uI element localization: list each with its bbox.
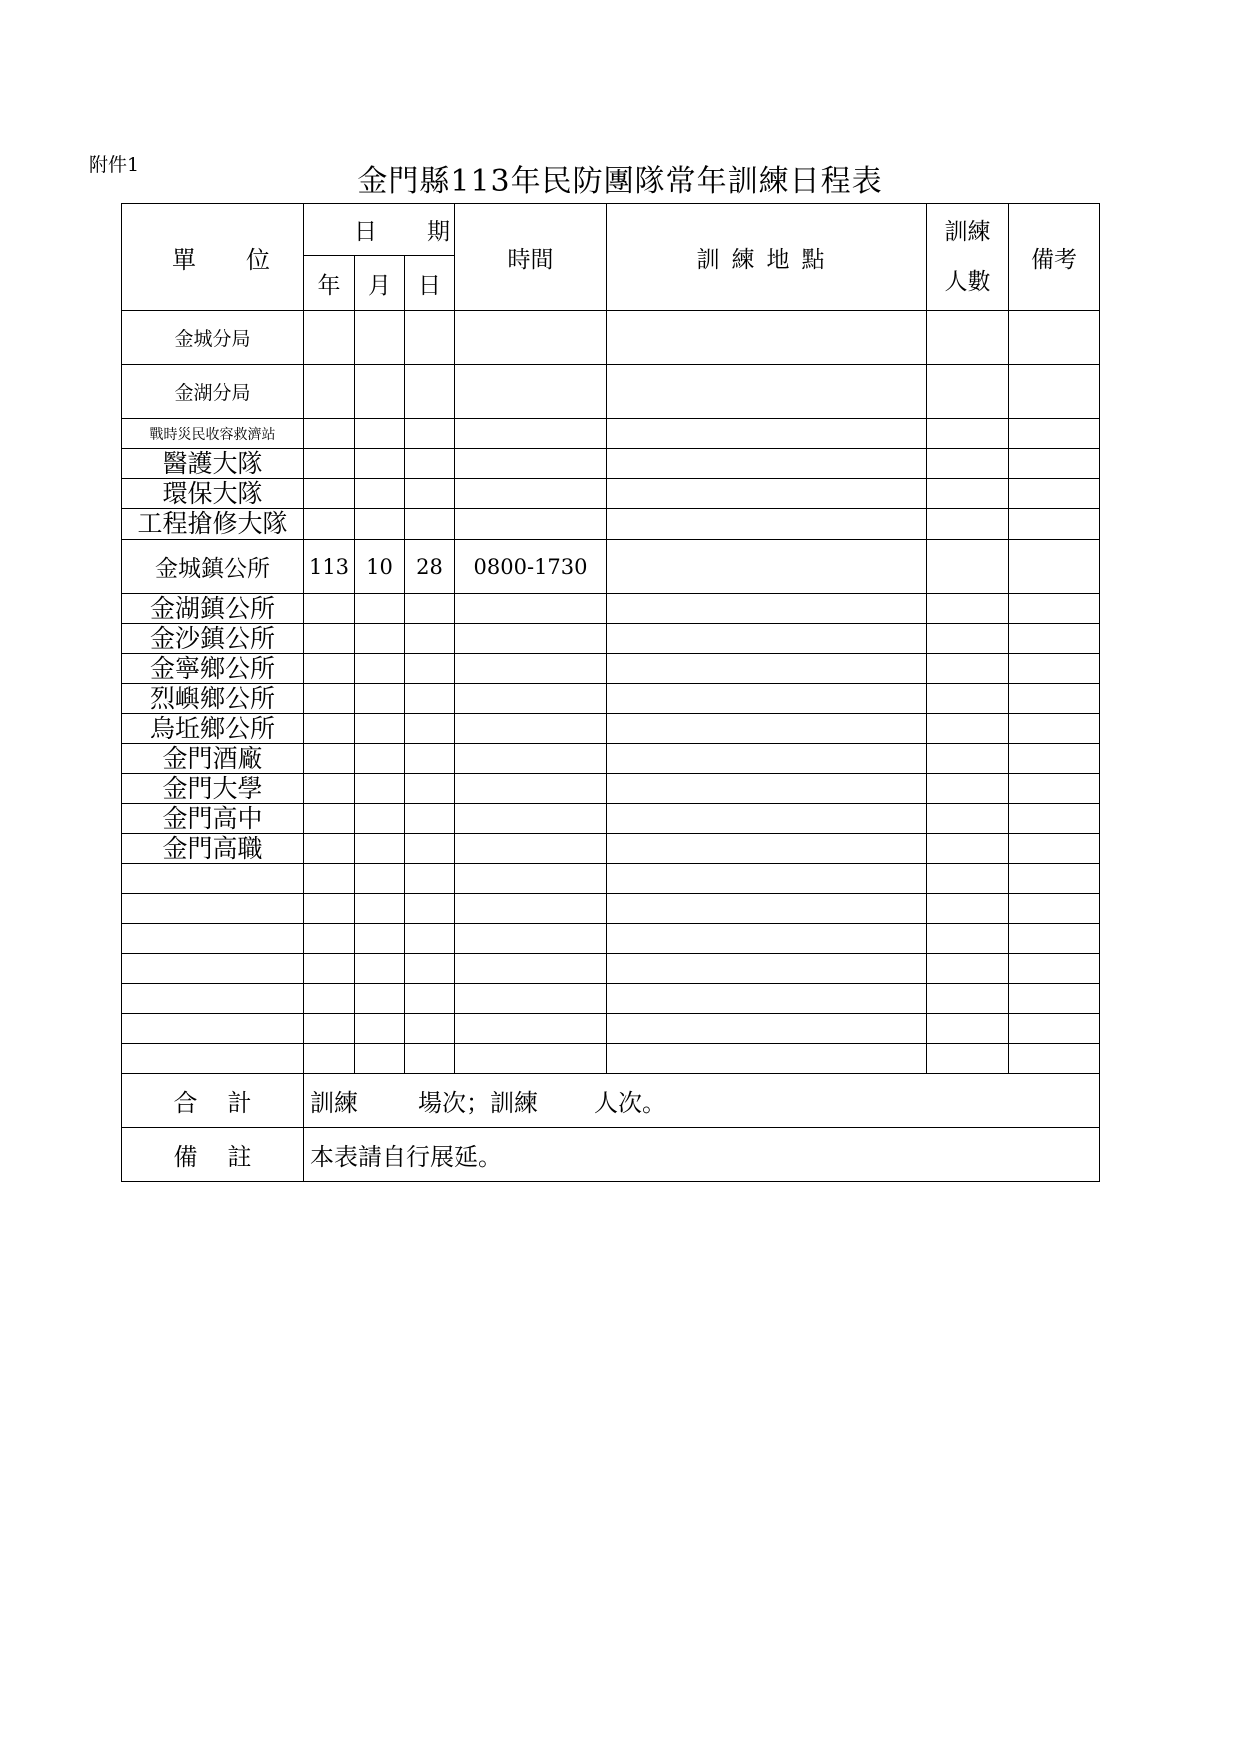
count-cell bbox=[927, 714, 1009, 744]
day-cell: 28 bbox=[405, 540, 455, 594]
total-label: 合計 bbox=[122, 1074, 304, 1128]
document-title: 金門縣113年民防團隊常年訓練日程表 bbox=[357, 164, 883, 199]
month-cell bbox=[355, 419, 405, 449]
month-cell bbox=[355, 311, 405, 365]
unit-cell bbox=[122, 924, 304, 954]
year-cell bbox=[304, 774, 355, 804]
day-cell bbox=[405, 509, 455, 540]
time-cell bbox=[455, 864, 607, 894]
table-row bbox=[122, 834, 1100, 864]
month-cell bbox=[355, 1014, 405, 1044]
count-cell bbox=[927, 1014, 1009, 1044]
year-cell bbox=[304, 449, 355, 479]
count-cell bbox=[927, 984, 1009, 1014]
remark-cell bbox=[1009, 654, 1100, 684]
unit-cell: 金湖鎮公所 bbox=[122, 594, 304, 624]
month-cell bbox=[355, 744, 405, 774]
remark-cell bbox=[1009, 1014, 1100, 1044]
blank-row bbox=[122, 1014, 1100, 1044]
day-cell bbox=[405, 714, 455, 744]
count-cell bbox=[927, 774, 1009, 804]
table-row bbox=[122, 365, 1100, 419]
day-cell bbox=[405, 804, 455, 834]
unit-cell: 工程搶修大隊 bbox=[122, 509, 304, 540]
year-cell: 113 bbox=[304, 540, 355, 594]
location-cell bbox=[607, 419, 927, 449]
count-cell bbox=[927, 449, 1009, 479]
year-cell bbox=[304, 834, 355, 864]
unit-cell: 金城分局 bbox=[122, 311, 304, 365]
header-location: 訓練地點 bbox=[607, 204, 927, 311]
time-cell bbox=[455, 311, 607, 365]
table-row bbox=[122, 714, 1100, 744]
header-count bbox=[927, 204, 1009, 311]
count-cell bbox=[927, 365, 1009, 419]
location-cell bbox=[607, 684, 927, 714]
time-cell bbox=[455, 365, 607, 419]
count-cell bbox=[927, 834, 1009, 864]
note-label: 備註 bbox=[122, 1128, 304, 1182]
unit-cell bbox=[122, 1044, 304, 1074]
location-cell bbox=[607, 624, 927, 654]
count-cell bbox=[927, 311, 1009, 365]
unit-cell: 戰時災民收容救濟站 bbox=[122, 419, 304, 449]
table-row bbox=[122, 419, 1100, 449]
day-cell bbox=[405, 684, 455, 714]
month-cell bbox=[355, 509, 405, 540]
year-cell bbox=[304, 1014, 355, 1044]
month-cell bbox=[355, 624, 405, 654]
header-day: 日 bbox=[405, 256, 455, 311]
header-unit: 單位 bbox=[122, 204, 304, 311]
header-remark: 備考 bbox=[1009, 204, 1100, 311]
count-cell bbox=[927, 1044, 1009, 1074]
header-year: 年 bbox=[304, 256, 355, 311]
remark-cell bbox=[1009, 834, 1100, 864]
unit-cell: 金城鎮公所 bbox=[122, 540, 304, 594]
time-cell bbox=[455, 509, 607, 540]
table-row bbox=[122, 311, 1100, 365]
day-cell bbox=[405, 834, 455, 864]
year-cell bbox=[304, 1044, 355, 1074]
location-cell bbox=[607, 774, 927, 804]
location-cell bbox=[607, 479, 927, 509]
table-row bbox=[122, 804, 1100, 834]
remark-cell bbox=[1009, 684, 1100, 714]
count-cell bbox=[927, 654, 1009, 684]
count-cell bbox=[927, 894, 1009, 924]
total-text bbox=[304, 1074, 1100, 1128]
month-cell bbox=[355, 365, 405, 419]
table-row bbox=[122, 449, 1100, 479]
year-cell bbox=[304, 624, 355, 654]
location-cell bbox=[607, 365, 927, 419]
day-cell bbox=[405, 311, 455, 365]
header-count-line1: 訓練 bbox=[944, 219, 991, 245]
location-cell bbox=[607, 449, 927, 479]
time-cell bbox=[455, 954, 607, 984]
month-cell bbox=[355, 654, 405, 684]
unit-cell: 金寧鄉公所 bbox=[122, 654, 304, 684]
year-cell bbox=[304, 984, 355, 1014]
time-cell bbox=[455, 774, 607, 804]
table-row bbox=[122, 744, 1100, 774]
remark-cell bbox=[1009, 311, 1100, 365]
day-cell bbox=[405, 624, 455, 654]
header-month: 月 bbox=[355, 256, 405, 311]
day-cell bbox=[405, 1044, 455, 1074]
month-cell bbox=[355, 449, 405, 479]
location-cell bbox=[607, 540, 927, 594]
time-cell bbox=[455, 1014, 607, 1044]
training-schedule-table bbox=[121, 203, 1100, 1182]
remark-cell bbox=[1009, 540, 1100, 594]
location-cell bbox=[607, 1014, 927, 1044]
location-cell bbox=[607, 509, 927, 540]
year-cell bbox=[304, 804, 355, 834]
time-cell bbox=[455, 714, 607, 744]
year-cell bbox=[304, 311, 355, 365]
day-cell bbox=[405, 419, 455, 449]
time-cell bbox=[455, 924, 607, 954]
year-cell bbox=[304, 479, 355, 509]
table-row bbox=[122, 479, 1100, 509]
unit-cell: 醫護大隊 bbox=[122, 449, 304, 479]
table-row bbox=[122, 540, 1100, 594]
day-cell bbox=[405, 479, 455, 509]
time-cell bbox=[455, 654, 607, 684]
year-cell bbox=[304, 365, 355, 419]
time-cell: 0800-1730 bbox=[455, 540, 607, 594]
month-cell bbox=[355, 894, 405, 924]
table-row bbox=[122, 774, 1100, 804]
month-cell bbox=[355, 479, 405, 509]
table-row bbox=[122, 684, 1100, 714]
month-cell bbox=[355, 804, 405, 834]
location-cell bbox=[607, 311, 927, 365]
remark-cell bbox=[1009, 479, 1100, 509]
unit-cell: 金湖分局 bbox=[122, 365, 304, 419]
remark-cell bbox=[1009, 509, 1100, 540]
location-cell bbox=[607, 984, 927, 1014]
unit-cell: 金門酒廠 bbox=[122, 744, 304, 774]
blank-row bbox=[122, 954, 1100, 984]
day-cell bbox=[405, 924, 455, 954]
unit-cell bbox=[122, 894, 304, 924]
count-cell bbox=[927, 684, 1009, 714]
total-part3: 人次。 bbox=[594, 1089, 666, 1117]
blank-row bbox=[122, 924, 1100, 954]
time-cell bbox=[455, 894, 607, 924]
unit-cell: 環保大隊 bbox=[122, 479, 304, 509]
remark-cell bbox=[1009, 984, 1100, 1014]
year-cell bbox=[304, 419, 355, 449]
day-cell bbox=[405, 984, 455, 1014]
attachment-label: 附件1 bbox=[89, 154, 140, 176]
location-cell bbox=[607, 864, 927, 894]
day-cell bbox=[405, 774, 455, 804]
table-row bbox=[122, 594, 1100, 624]
time-cell bbox=[455, 594, 607, 624]
remark-cell bbox=[1009, 924, 1100, 954]
unit-cell bbox=[122, 954, 304, 984]
time-cell bbox=[455, 419, 607, 449]
month-cell bbox=[355, 684, 405, 714]
month-cell bbox=[355, 1044, 405, 1074]
year-cell bbox=[304, 594, 355, 624]
count-cell bbox=[927, 954, 1009, 984]
day-cell bbox=[405, 864, 455, 894]
remark-cell bbox=[1009, 624, 1100, 654]
time-cell bbox=[455, 624, 607, 654]
table-row bbox=[122, 509, 1100, 540]
day-cell bbox=[405, 894, 455, 924]
unit-cell bbox=[122, 864, 304, 894]
location-cell bbox=[607, 744, 927, 774]
remark-cell bbox=[1009, 365, 1100, 419]
blank-row bbox=[122, 984, 1100, 1014]
time-cell bbox=[455, 984, 607, 1014]
unit-cell: 烏坵鄉公所 bbox=[122, 714, 304, 744]
remark-cell bbox=[1009, 864, 1100, 894]
day-cell bbox=[405, 449, 455, 479]
remark-cell bbox=[1009, 774, 1100, 804]
year-cell bbox=[304, 654, 355, 684]
location-cell bbox=[607, 1044, 927, 1074]
remark-cell bbox=[1009, 449, 1100, 479]
year-cell bbox=[304, 924, 355, 954]
year-cell bbox=[304, 894, 355, 924]
day-cell bbox=[405, 1014, 455, 1044]
count-cell bbox=[927, 540, 1009, 594]
month-cell: 10 bbox=[355, 540, 405, 594]
blank-row bbox=[122, 864, 1100, 894]
time-cell bbox=[455, 449, 607, 479]
location-cell bbox=[607, 834, 927, 864]
day-cell bbox=[405, 954, 455, 984]
unit-cell: 烈嶼鄉公所 bbox=[122, 684, 304, 714]
year-cell bbox=[304, 714, 355, 744]
year-cell bbox=[304, 864, 355, 894]
month-cell bbox=[355, 774, 405, 804]
time-cell bbox=[455, 834, 607, 864]
remark-cell bbox=[1009, 594, 1100, 624]
table-row bbox=[122, 654, 1100, 684]
location-cell bbox=[607, 654, 927, 684]
count-cell bbox=[927, 479, 1009, 509]
count-cell bbox=[927, 624, 1009, 654]
unit-cell: 金沙鎮公所 bbox=[122, 624, 304, 654]
header-date: 日期 bbox=[304, 204, 455, 256]
remark-cell bbox=[1009, 954, 1100, 984]
location-cell bbox=[607, 954, 927, 984]
month-cell bbox=[355, 984, 405, 1014]
count-cell bbox=[927, 864, 1009, 894]
unit-cell: 金門大學 bbox=[122, 774, 304, 804]
count-cell bbox=[927, 594, 1009, 624]
year-cell bbox=[304, 509, 355, 540]
unit-cell bbox=[122, 1014, 304, 1044]
time-cell bbox=[455, 479, 607, 509]
month-cell bbox=[355, 714, 405, 744]
blank-row bbox=[122, 894, 1100, 924]
year-cell bbox=[304, 744, 355, 774]
remark-cell bbox=[1009, 714, 1100, 744]
location-cell bbox=[607, 924, 927, 954]
location-cell bbox=[607, 804, 927, 834]
unit-cell bbox=[122, 984, 304, 1014]
time-cell bbox=[455, 684, 607, 714]
month-cell bbox=[355, 924, 405, 954]
day-cell bbox=[405, 744, 455, 774]
unit-cell: 金門高中 bbox=[122, 804, 304, 834]
header-count-line2: 人數 bbox=[944, 269, 991, 295]
count-cell bbox=[927, 804, 1009, 834]
location-cell bbox=[607, 594, 927, 624]
remark-cell bbox=[1009, 804, 1100, 834]
year-cell bbox=[304, 684, 355, 714]
time-cell bbox=[455, 1044, 607, 1074]
total-part1: 訓練 bbox=[310, 1089, 358, 1117]
month-cell bbox=[355, 594, 405, 624]
month-cell bbox=[355, 834, 405, 864]
remark-cell bbox=[1009, 1044, 1100, 1074]
location-cell bbox=[607, 894, 927, 924]
month-cell bbox=[355, 954, 405, 984]
total-part2: 場次；訓練 bbox=[418, 1089, 538, 1117]
day-cell bbox=[405, 365, 455, 419]
month-cell bbox=[355, 864, 405, 894]
remark-cell bbox=[1009, 419, 1100, 449]
time-cell bbox=[455, 744, 607, 774]
day-cell bbox=[405, 594, 455, 624]
day-cell bbox=[405, 654, 455, 684]
count-cell bbox=[927, 924, 1009, 954]
count-cell bbox=[927, 419, 1009, 449]
time-cell bbox=[455, 804, 607, 834]
note-text: 本表請自行展延。 bbox=[304, 1128, 1100, 1182]
count-cell bbox=[927, 744, 1009, 774]
table-row bbox=[122, 624, 1100, 654]
location-cell bbox=[607, 714, 927, 744]
blank-row bbox=[122, 1044, 1100, 1074]
year-cell bbox=[304, 954, 355, 984]
header-time: 時間 bbox=[455, 204, 607, 311]
unit-cell: 金門高職 bbox=[122, 834, 304, 864]
count-cell bbox=[927, 509, 1009, 540]
remark-cell bbox=[1009, 744, 1100, 774]
remark-cell bbox=[1009, 894, 1100, 924]
